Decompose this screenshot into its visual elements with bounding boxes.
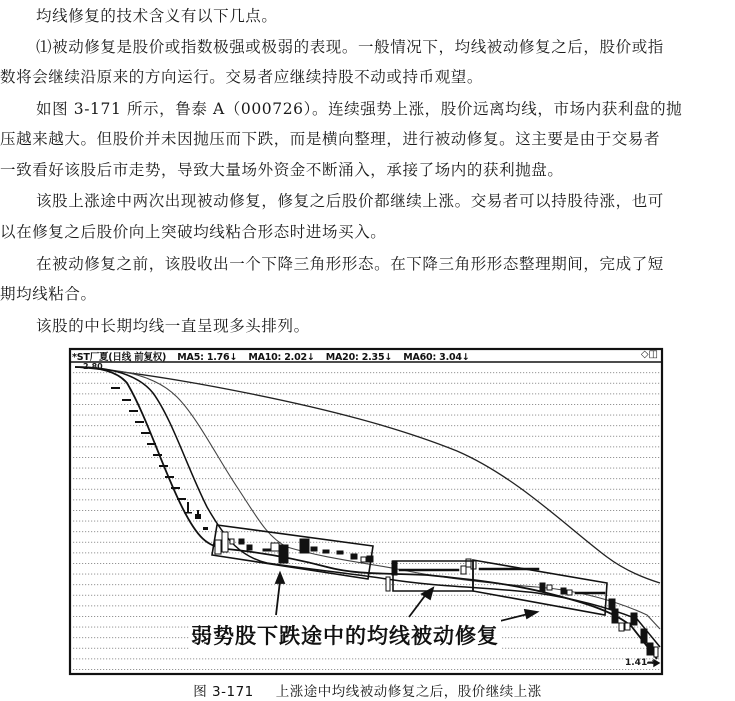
figure-number: 图 3-171 — [193, 684, 254, 700]
chart-toolbar-icons: ◇◫ — [640, 349, 658, 360]
paragraph: 在被动修复之前，该股收出一个下降三角形形态。在下降三角形形态整理期间，完成了短 — [36, 255, 664, 273]
paragraph: 如图 3-171 所示，鲁泰 A（000726）。连续强势上涨，股价远离均线，市场内获利盘的抛 — [36, 100, 683, 118]
paragraph: 期均线粘合。 — [0, 285, 97, 303]
figure-caption — [0, 680, 735, 700]
ma10-value: MA10: 2.02↓ — [248, 352, 315, 363]
high-price-label: 2.80 — [83, 362, 103, 371]
paragraph: 该股上涨途中两次出现被动修复，修复之后股价都继续上涨。交易者可以持股待涨，也可 — [36, 192, 664, 210]
ma20-value: MA20: 2.35↓ — [325, 352, 393, 363]
paragraph: ⑴被动修复是股价或指数极强或极弱的表现。一般情况下，均线被动修复之后，股价或指 — [36, 38, 664, 56]
ma60-value: MA60: 3.04↓ — [403, 352, 470, 363]
stock-name: *ST厂夏(日线 前复权) — [72, 352, 167, 363]
paragraph: 以在修复之后股价向上突破均线粘合形态时进场买入。 — [0, 223, 387, 241]
chart-annotation: 弱势股下跌途中的均线被动修复 — [189, 620, 501, 650]
paragraph: 一致看好该股后市走势，导致大量场外资金不断涌入，承接了场内的获利抛盘。 — [0, 161, 564, 179]
paragraph: 该股的中长期均线一直呈现多头排列。 — [36, 317, 310, 335]
figure-caption-text: 上涨途中均线被动修复之后，股价继续上涨 — [275, 684, 542, 700]
paragraph: 压越来越大。但股价并未因抛压而下跌，而是横向整理，进行被动修复。这主要是由于交易者 — [0, 130, 661, 148]
ma5-value: MA5: 1.76↓ — [177, 352, 238, 363]
paragraph: 数将会继续沿原来的方向运行。交易者应继续持股不动或持币观望。 — [0, 68, 484, 86]
stock-chart-figure — [67, 347, 664, 676]
chart-header — [72, 349, 478, 363]
low-price-label: 1.41→ — [625, 658, 655, 668]
paragraph: 均线修复的技术含义有以下几点。 — [36, 7, 278, 25]
